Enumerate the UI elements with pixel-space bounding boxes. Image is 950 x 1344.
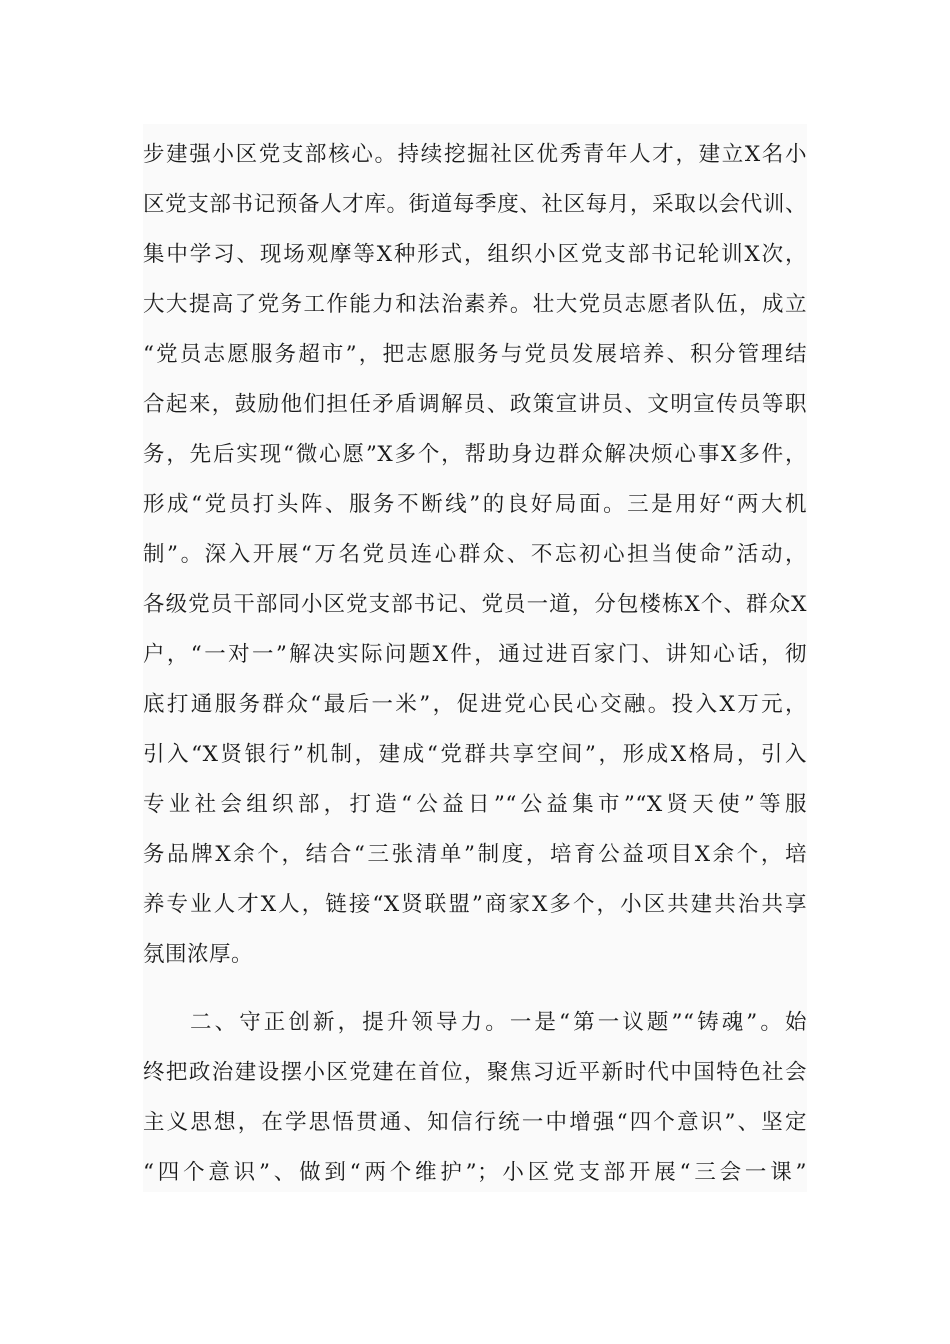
- text-line: 户，“一对一”解决实际问题X件，通过进百家门、讲知心话，彻: [143, 642, 807, 667]
- text-line: 集中学习、现场观摩等X种形式，组织小区党支部书记轮训X次，: [143, 242, 807, 267]
- section-heading-line: 二、守正创新，提升领导力。一是“第一议题”“铸魂”。始: [190, 1010, 807, 1035]
- text-line: 底打通服务群众“最后一米”，促进党心民心交融。投入X万元，: [143, 692, 807, 717]
- text-line: 形成“党员打头阵、服务不断线”的良好局面。三是用好“两大机: [143, 492, 807, 517]
- text-line: 务品牌X余个，结合“三张清单”制度，培育公益项目X余个，培: [143, 842, 807, 867]
- text-line: “党员志愿服务超市”，把志愿服务与党员发展培养、积分管理结: [143, 342, 807, 367]
- text-line: 养专业人才X人，链接“X贤联盟”商家X多个，小区共建共治共享: [143, 892, 807, 917]
- text-line: 合起来，鼓励他们担任矛盾调解员、政策宣讲员、文明宣传员等职: [143, 392, 807, 417]
- text-line: 步建强小区党支部核心。持续挖掘社区优秀青年人才，建立X名小: [143, 142, 807, 167]
- text-line: 大大提高了党务工作能力和法治素养。壮大党员志愿者队伍，成立: [143, 292, 807, 317]
- text-line: 氛围浓厚。: [143, 942, 254, 967]
- text-line: 制”。深入开展“万名党员连心群众、不忘初心担当使命”活动，: [143, 542, 807, 567]
- text-line: “四个意识”、做到“两个维护”；小区党支部开展“三会一课”: [143, 1160, 807, 1185]
- text-line: 区党支部书记预备人才库。街道每季度、社区每月，采取以会代训、: [143, 192, 807, 217]
- text-line: 专业社会组织部，打造“公益日”“公益集市”“X贤天使”等服: [143, 792, 807, 817]
- text-line: 引入“X贤银行”机制，建成“党群共享空间”，形成X格局，引入: [143, 742, 807, 767]
- text-line: 各级党员干部同小区党支部书记、党员一道，分包楼栋X个、群众X: [143, 592, 807, 617]
- document-page: [143, 124, 807, 1192]
- text-line: 主义思想，在学思悟贯通、知信行统一中增强“四个意识”、坚定: [143, 1110, 807, 1135]
- text-line: 务，先后实现“微心愿”X多个，帮助身边群众解决烦心事X多件，: [143, 442, 807, 467]
- text-line: 终把政治建设摆小区党建在首位，聚焦习近平新时代中国特色社会: [143, 1060, 807, 1085]
